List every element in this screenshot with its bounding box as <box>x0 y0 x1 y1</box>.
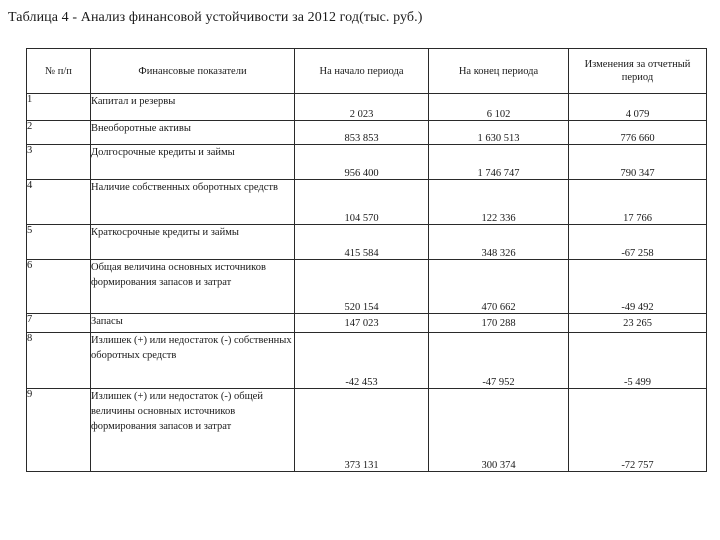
table-header-row <box>27 49 707 94</box>
table-title: Таблица 4 - Анализ финансовой устойчивости за 2012 год(тыс. руб.) <box>8 10 423 25</box>
financial-stability-table <box>26 48 707 472</box>
change-value: -49 492 <box>569 260 707 314</box>
indicator-name: Запасы <box>91 314 295 333</box>
start-value: 520 154 <box>295 260 429 314</box>
indicator-name: Наличие собственных оборотных средств <box>91 180 295 225</box>
end-value: 1 746 747 <box>429 145 569 180</box>
row-number: 6 <box>27 260 91 314</box>
header-start: На начало периода <box>295 49 429 94</box>
row-number: 9 <box>27 389 91 472</box>
indicator-name: Капитал и резервы <box>91 94 295 121</box>
header-indicator: Финансовые показатели <box>91 49 295 94</box>
table-row <box>27 145 707 180</box>
change-value: 4 079 <box>569 94 707 121</box>
change-value: -5 499 <box>569 333 707 389</box>
indicator-name: Краткосрочные кредиты и займы <box>91 225 295 260</box>
end-value: 122 336 <box>429 180 569 225</box>
header-end: На конец периода <box>429 49 569 94</box>
start-value: 373 131 <box>295 389 429 472</box>
end-value: 1 630 513 <box>429 121 569 145</box>
end-value: 6 102 <box>429 94 569 121</box>
start-value: 415 584 <box>295 225 429 260</box>
start-value: 956 400 <box>295 145 429 180</box>
start-value: 853 853 <box>295 121 429 145</box>
table-row <box>27 314 707 333</box>
end-value: -47 952 <box>429 333 569 389</box>
indicator-name: Общая величина основных источников формирования запасов и затрат <box>91 260 295 314</box>
indicator-name: Излишек (+) или недостаток (-) общей величины основных источников формирования запасов и затрат <box>91 389 295 472</box>
start-value: 147 023 <box>295 314 429 333</box>
row-number: 2 <box>27 121 91 145</box>
header-num: № п/п <box>27 49 91 94</box>
row-number: 3 <box>27 145 91 180</box>
row-number: 1 <box>27 94 91 121</box>
table-row <box>27 225 707 260</box>
change-value: -67 258 <box>569 225 707 260</box>
indicator-name: Внеоборотные активы <box>91 121 295 145</box>
change-value: 17 766 <box>569 180 707 225</box>
table-row <box>27 121 707 145</box>
table-row <box>27 180 707 225</box>
end-value: 348 326 <box>429 225 569 260</box>
table-row <box>27 333 707 389</box>
start-value: 104 570 <box>295 180 429 225</box>
change-value: -72 757 <box>569 389 707 472</box>
indicator-name: Долгосрочные кредиты и займы <box>91 145 295 180</box>
header-change: Изменения за отчетный период <box>569 49 707 94</box>
end-value: 470 662 <box>429 260 569 314</box>
table-row <box>27 260 707 314</box>
change-value: 790 347 <box>569 145 707 180</box>
table-row <box>27 94 707 121</box>
row-number: 8 <box>27 333 91 389</box>
start-value: 2 023 <box>295 94 429 121</box>
change-value: 23 265 <box>569 314 707 333</box>
end-value: 170 288 <box>429 314 569 333</box>
row-number: 7 <box>27 314 91 333</box>
change-value: 776 660 <box>569 121 707 145</box>
table-row <box>27 389 707 472</box>
indicator-name: Излишек (+) или недостаток (-) собственных оборотных средств <box>91 333 295 389</box>
end-value: 300 374 <box>429 389 569 472</box>
row-number: 4 <box>27 180 91 225</box>
start-value: -42 453 <box>295 333 429 389</box>
row-number: 5 <box>27 225 91 260</box>
